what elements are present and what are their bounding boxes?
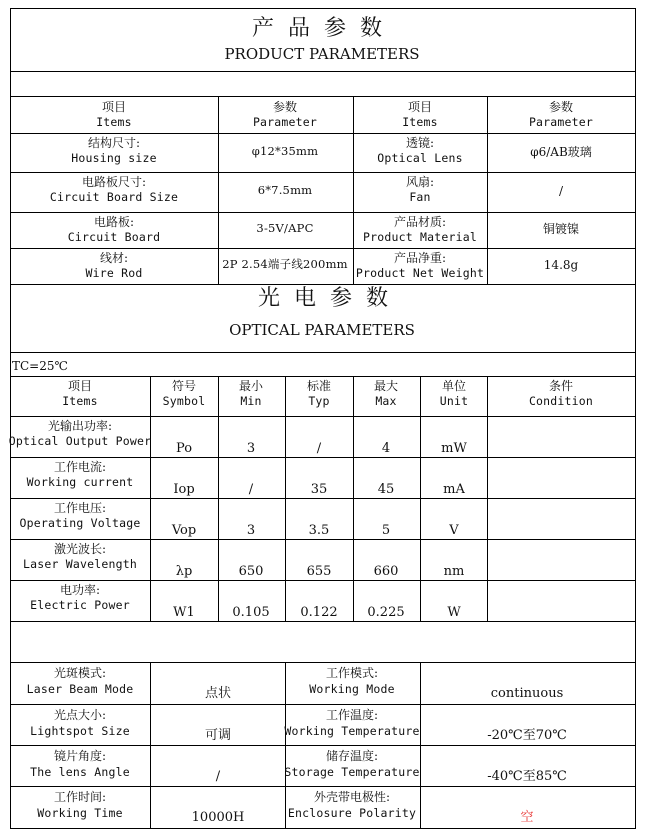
- optical-header-en: Symbol: [162, 394, 206, 408]
- other-row-value: 点状: [204, 686, 232, 701]
- section-title-cn: 光电参数: [257, 286, 403, 311]
- product-header-item-cn: 项目: [407, 100, 433, 114]
- rule: [10, 71, 636, 72]
- rule: [10, 498, 636, 499]
- optical-row-max: 4: [381, 441, 391, 456]
- rule: [10, 416, 636, 417]
- rule: [10, 745, 636, 746]
- product-row-label-cn: 结构尺寸:: [87, 136, 141, 150]
- optical-row-typ: 3.5: [308, 523, 330, 538]
- optical-row-symbol: λp: [175, 564, 193, 579]
- rule: [10, 96, 636, 97]
- rule: [10, 212, 636, 213]
- other-row-value: -20℃至70℃: [487, 728, 567, 743]
- product-header-item-en: Items: [96, 115, 132, 129]
- optical-header-en: Condition: [528, 394, 594, 408]
- other-row-label-en: Storage Temperature: [284, 765, 420, 779]
- product-header-param-cn: 参数: [548, 100, 574, 114]
- col-rule: [353, 376, 354, 622]
- col-rule: [218, 96, 219, 285]
- optical-row-symbol: Iop: [173, 482, 195, 497]
- other-row-label-en: Working Time: [37, 806, 123, 820]
- section-title-en: PRODUCT PARAMETERS: [224, 45, 420, 63]
- optical-row-min: 0.105: [232, 605, 270, 620]
- product-row-label-cn: 产品净重:: [393, 251, 447, 265]
- other-row-value: 空: [520, 810, 534, 825]
- optical-header-cn: 最大: [373, 379, 399, 393]
- rule: [10, 284, 636, 285]
- optical-header-cn: 单位: [441, 379, 467, 393]
- other-row-value: 10000H: [191, 810, 245, 825]
- optical-row-label-en: Electric Power: [30, 598, 130, 612]
- col-rule: [420, 662, 421, 829]
- tc-condition: TC=25℃: [12, 359, 68, 373]
- optical-row-typ: 0.122: [300, 605, 338, 620]
- rule: [10, 662, 636, 663]
- product-header-item-cn: 项目: [101, 100, 127, 114]
- other-row-label-en: Enclosure Polarity: [287, 806, 417, 820]
- optical-row-label-en: Optical Output Power: [8, 434, 152, 448]
- other-row-value: -40℃至85℃: [487, 769, 567, 784]
- optical-header-en: Max: [375, 394, 397, 408]
- optical-row-label-cn: 工作电压:: [53, 501, 107, 515]
- optical-header-cn: 项目: [67, 379, 93, 393]
- product-row-value: /: [558, 184, 564, 198]
- optical-header-en: Unit: [439, 394, 469, 408]
- product-row-value: 14.8g: [543, 258, 579, 272]
- other-row-label-cn: 工作模式:: [325, 666, 379, 680]
- optical-row-min: 650: [238, 564, 264, 579]
- optical-row-min: 3: [246, 523, 256, 538]
- optical-row-unit: nm: [443, 564, 465, 579]
- optical-row-max: 5: [381, 523, 391, 538]
- col-rule: [420, 376, 421, 622]
- product-row-value: 铜镀镍: [542, 222, 580, 236]
- optical-row-symbol: Po: [175, 441, 193, 456]
- optical-header-en: Min: [240, 394, 262, 408]
- optical-row-min: /: [248, 482, 254, 497]
- col-rule: [218, 376, 219, 622]
- product-header-param-en: Parameter: [252, 115, 318, 129]
- col-rule: [285, 376, 286, 622]
- rule: [10, 172, 636, 173]
- product-row-label-en: Wire Rod: [85, 266, 143, 280]
- product-row-label-cn: 风扇:: [405, 175, 435, 189]
- optical-header-en: Typ: [308, 394, 330, 408]
- optical-row-max: 0.225: [367, 605, 405, 620]
- frame-right: [635, 8, 636, 829]
- product-row-value: 2P 2.54端子线200mm: [222, 257, 348, 271]
- product-header-item-en: Items: [402, 115, 438, 129]
- optical-header-cn: 符号: [171, 379, 197, 393]
- frame-left: [10, 8, 11, 829]
- frame-bottom: [10, 828, 636, 829]
- optical-row-min: 3: [246, 441, 256, 456]
- optical-row-label-en: Operating Voltage: [19, 516, 141, 530]
- optical-header-en: Items: [62, 394, 98, 408]
- col-rule: [150, 662, 151, 829]
- optical-row-label-en: Laser Wavelength: [23, 557, 137, 571]
- product-row-value: 6*7.5mm: [257, 183, 313, 197]
- product-row-label-en: Product Net Weight: [355, 266, 485, 280]
- product-row-value: φ12*35mm: [251, 143, 319, 158]
- rule: [10, 621, 636, 622]
- product-row-label-en: Circuit Board: [67, 230, 161, 244]
- product-row-label-en: Product Material: [363, 230, 477, 244]
- rule: [10, 457, 636, 458]
- section-title-cn: 产品参数: [251, 16, 397, 41]
- product-row-label-cn: 线材:: [99, 251, 129, 265]
- product-row-label-en: Optical Lens: [377, 151, 463, 165]
- optical-header-cn: 条件: [548, 379, 574, 393]
- product-row-value: φ6/AB玻璃: [530, 144, 592, 159]
- product-row-label-cn: 电路板:: [93, 215, 135, 229]
- other-row-label-cn: 工作时间:: [53, 790, 107, 804]
- optical-row-label-cn: 电功率:: [59, 583, 101, 597]
- other-row-label-cn: 镜片角度:: [53, 749, 107, 763]
- col-rule: [353, 96, 354, 285]
- optical-row-max: 45: [377, 482, 395, 497]
- rule: [10, 352, 636, 353]
- optical-row-unit: mA: [443, 482, 465, 497]
- optical-row-symbol: W1: [173, 605, 195, 620]
- rule: [10, 580, 636, 581]
- optical-row-typ: 35: [310, 482, 328, 497]
- product-row-value: 3-5V/APC: [256, 221, 314, 235]
- other-row-label-en: Working Temperature: [284, 724, 420, 738]
- rule: [10, 248, 636, 249]
- other-row-value: continuous: [490, 686, 564, 701]
- col-rule: [285, 662, 286, 829]
- rule: [10, 539, 636, 540]
- other-row-label-cn: 储存温度:: [325, 749, 379, 763]
- optical-row-label-cn: 工作电流:: [53, 460, 107, 474]
- rule: [10, 704, 636, 705]
- optical-row-typ: /: [316, 441, 322, 456]
- other-row-label-en: Lightspot Size: [30, 724, 130, 738]
- other-row-label-en: The lens Angle: [30, 765, 130, 779]
- rule: [10, 376, 636, 377]
- optical-row-label-en: Working current: [26, 475, 134, 489]
- product-header-param-cn: 参数: [272, 100, 298, 114]
- rule: [10, 786, 636, 787]
- optical-row-max: 660: [373, 564, 399, 579]
- other-row-label-en: Working Mode: [309, 682, 395, 696]
- optical-header-cn: 标准: [306, 379, 332, 393]
- col-rule: [487, 376, 488, 622]
- product-row-label-cn: 产品材质:: [393, 215, 447, 229]
- optical-row-label-cn: 激光波长:: [53, 542, 107, 556]
- optical-row-label-cn: 光输出功率:: [47, 419, 113, 433]
- section-title-en: OPTICAL PARAMETERS: [229, 321, 415, 339]
- frame-top: [10, 8, 636, 9]
- other-row-value: 可调: [204, 728, 232, 743]
- other-row-label-cn: 工作温度:: [325, 708, 379, 722]
- col-rule: [487, 96, 488, 285]
- other-row-value: /: [215, 769, 221, 784]
- optical-header-cn: 最小: [238, 379, 264, 393]
- optical-row-unit: V: [449, 523, 459, 538]
- product-row-label-en: Housing size: [71, 151, 157, 165]
- other-row-label-en: Laser Beam Mode: [26, 682, 134, 696]
- other-row-label-cn: 外壳带电极性:: [313, 790, 391, 804]
- optical-row-symbol: Vop: [171, 523, 197, 538]
- product-row-label-en: Circuit Board Size: [49, 190, 179, 204]
- other-row-label-cn: 光点大小:: [53, 708, 107, 722]
- product-row-label-cn: 电路板尺寸:: [81, 175, 147, 189]
- other-row-label-cn: 光斑模式:: [53, 666, 107, 680]
- product-row-label-cn: 透镜:: [405, 136, 435, 150]
- optical-row-unit: mW: [441, 441, 467, 456]
- product-header-param-en: Parameter: [528, 115, 594, 129]
- col-rule: [150, 376, 151, 622]
- optical-row-unit: W: [447, 605, 461, 620]
- product-row-label-en: Fan: [409, 190, 431, 204]
- optical-row-typ: 655: [306, 564, 332, 579]
- rule: [10, 133, 636, 134]
